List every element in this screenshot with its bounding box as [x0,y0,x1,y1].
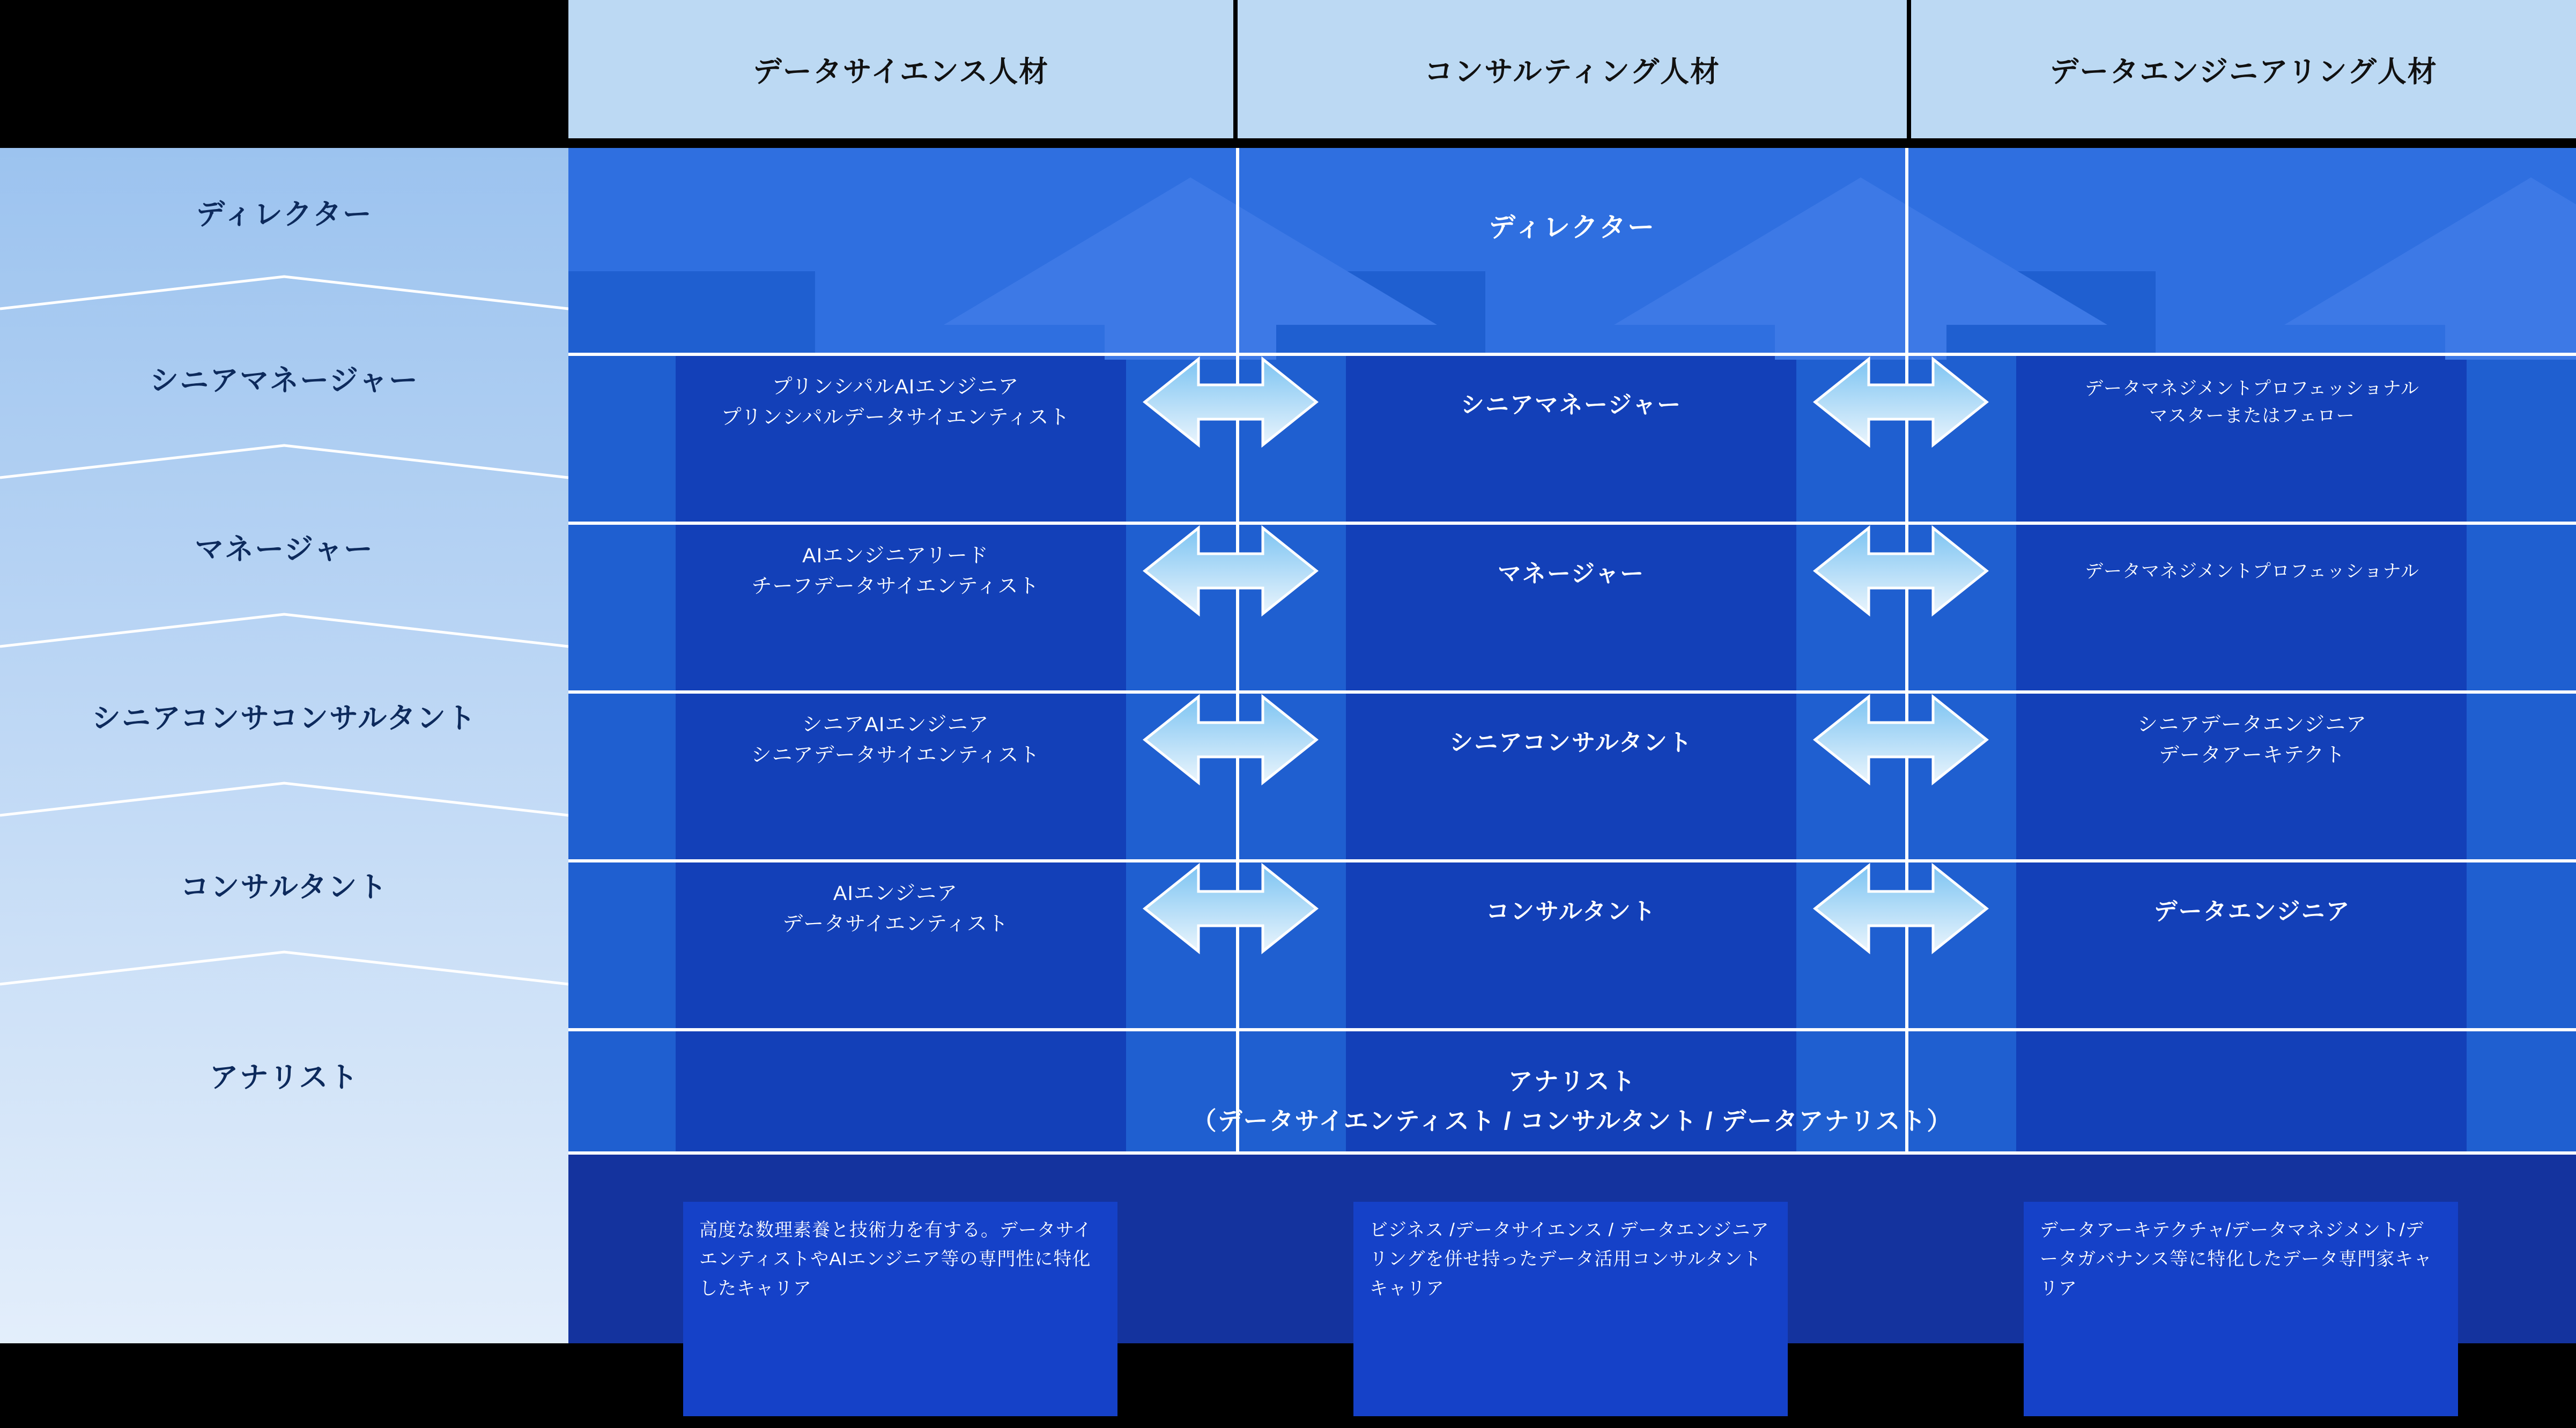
column-header-consulting [1238,0,1907,138]
analyst-line-1: アナリスト [1508,1067,1637,1096]
cell-ds-senior-consultant [665,692,1126,789]
note-text: データアーキテクチャ/データマネジメント/データガバナンス等に特化したデータ専門家キャリア [2040,1220,2433,1299]
level-label: ディレクター [196,198,373,230]
double-arrow-icon [1810,517,1992,624]
level-label-senior-manager [0,348,568,407]
level-label: シニアマネージャー [150,364,419,397]
double-arrow-icon [1810,348,1992,456]
cell-de-manager [1984,523,2520,620]
analyst-line-2: （データサイエンティスト / コンサルタント / データアナリスト） [1191,1107,1953,1135]
level-label-senior-consultant [0,686,568,745]
note-consulting [1353,1202,1788,1416]
double-arrow-icon [1810,855,1992,962]
cell-label: データエンジニア [2153,898,2351,925]
cell-line-1: シニアAIエンジニア [802,713,989,736]
analyst-row [568,1040,2576,1163]
level-label-analyst [0,1045,568,1104]
cell-label: マネージャー [1497,561,1645,587]
level-chevron-stack [0,148,568,1343]
cell-line-2: データアーキテクト [2158,744,2346,767]
cell-ds-manager [665,523,1126,620]
double-arrow-icon [1139,686,1322,793]
column-header-data-engineering [1911,0,2576,138]
cell-line-1: プリンシパルAIエンジニア [772,376,1019,398]
cell-line-1: データマネジメントプロフェッショナル [2085,378,2419,399]
cell-consult-senior-manager [1341,354,1802,451]
note-text: ビジネス /データサイエンス / データエンジニアリングを併せ持ったデータ活用コンサルタントキャリア [1370,1220,1770,1299]
note-data-engineering [2024,1202,2458,1416]
column-header-data-science [568,0,1233,138]
double-arrow-icon [1139,348,1322,456]
double-arrow-icon [1139,855,1322,962]
cell-ds-consultant [665,861,1126,957]
cell-line-2: シニアデータサイエンティスト [751,744,1040,767]
level-label: アナリスト [209,1061,359,1094]
cell-de-senior-consultant [1984,692,2520,789]
director-banner [568,198,2576,252]
cell-ds-senior-manager [665,354,1126,451]
cell-line-1: AIエンジニアリード [802,545,989,567]
cell-de-consultant [1984,861,2520,957]
column-header-label: データエンジニアリング人材 [2049,55,2438,88]
level-label-manager [0,517,568,576]
cell-label: シニアマネージャー [1460,392,1682,418]
cell-line-2: マスターまたはフェロー [2149,406,2355,426]
cell-de-senior-manager [1984,354,2520,451]
director-banner-label: ディレクター [1489,212,1656,242]
note-data-science [683,1202,1117,1416]
level-label-director [0,182,568,241]
cell-line-1: シニアデータエンジニア [2137,713,2367,736]
cell-line-1: AIエンジニア [833,882,958,905]
cell-consult-manager [1341,523,1802,620]
cell-label: コンサルタント [1485,898,1657,925]
note-text: 高度な数理素養と技術力を有する。データサイエンティストやAIエンジニア等の専門性に特化したキャリア [699,1220,1092,1299]
column-header-label: コンサルティング人材 [1424,55,1720,88]
cell-label: シニアコンサルタント [1449,730,1693,756]
column-header-label: データサイエンス人材 [752,55,1049,88]
double-arrow-icon [1810,686,1992,793]
level-label-consultant [0,855,568,914]
cell-consult-senior-consultant [1341,692,1802,789]
level-label: シニアコンサコンサルタント [91,702,477,734]
cell-line-2: プリンシパルデータサイエンティスト [721,406,1070,429]
double-arrow-icon [1139,517,1322,624]
level-label: コンサルタント [180,871,388,903]
cell-consult-consultant [1341,861,1802,957]
level-label: マネージャー [195,533,374,566]
cell-line-1: データマネジメントプロフェッショナル [2085,561,2419,582]
cell-line-2: データサイエンティスト [782,913,1009,935]
cell-line-2: チーフデータサイエンティスト [751,575,1040,598]
